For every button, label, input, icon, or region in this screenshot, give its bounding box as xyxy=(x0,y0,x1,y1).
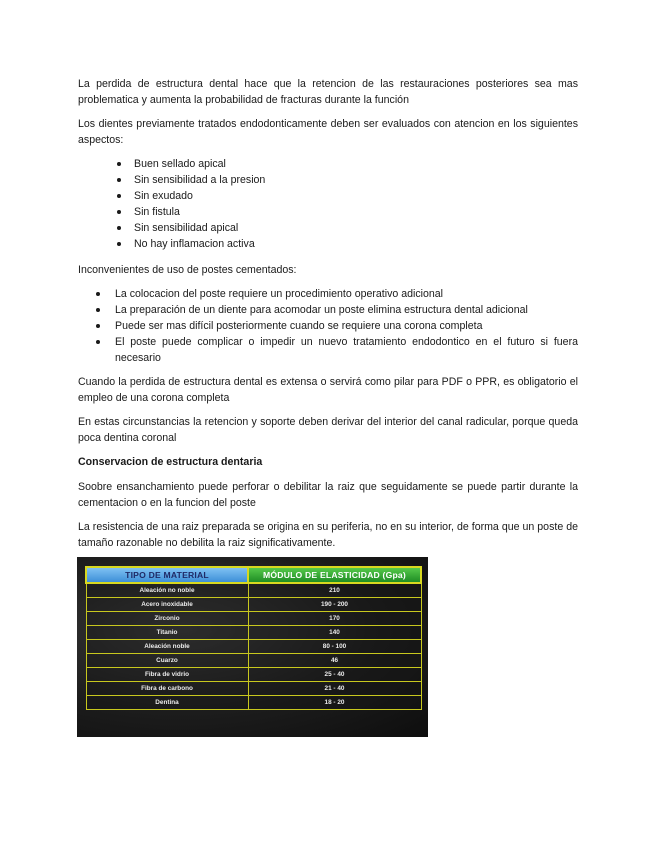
table-row xyxy=(86,626,421,640)
material-cell: Cuarzo xyxy=(86,654,248,668)
bullet-icon xyxy=(96,292,100,296)
material-cell: Zirconio xyxy=(86,612,248,626)
modulus-cell: 21 - 40 xyxy=(248,682,421,696)
modulus-cell: 170 xyxy=(248,612,421,626)
bullet-icon xyxy=(117,162,121,166)
paragraph-full-crown: Cuando la perdida de estructura dental es extensa o servirá como pilar para PDF o PPR, es obligatorio el empleo de una corona completa xyxy=(78,376,578,404)
table-row xyxy=(86,640,421,654)
modulus-cell: 80 - 100 xyxy=(248,640,421,654)
elasticity-table-image xyxy=(77,557,428,737)
paragraph-evaluation-intro: Los dientes previamente tratados endodonticamente deben ser evaluados con atencion en los siguientes aspectos: xyxy=(78,118,578,146)
list-item: Puede ser mas difícil posteriormente cuando se requiere una corona completa xyxy=(96,318,578,334)
list-item: No hay inflamacion activa xyxy=(117,236,417,252)
modulus-cell: 46 xyxy=(248,654,421,668)
table-row xyxy=(86,682,421,696)
modulus-cell: 140 xyxy=(248,626,421,640)
material-cell: Dentina xyxy=(86,696,248,710)
material-cell: Aleación no noble xyxy=(86,583,248,598)
material-cell: Aleación noble xyxy=(86,640,248,654)
bullet-icon xyxy=(96,340,100,344)
material-cell: Acero inoxidable xyxy=(86,598,248,612)
section-heading: Conservacion de estructura dentaria xyxy=(78,456,263,468)
list-item: La colocacion del poste requiere un procedimiento operativo adicional xyxy=(96,286,578,302)
bullet-icon xyxy=(117,210,121,214)
material-cell: Fibra de carbono xyxy=(86,682,248,696)
paragraph-retention: En estas circunstancias la retencion y soporte deben derivar del interior del canal radicular, porque queda poca dentina coronal xyxy=(78,416,578,444)
bullet-icon xyxy=(117,194,121,198)
column-header-material: TIPO DE MATERIAL xyxy=(86,567,248,583)
list-item: Sin sensibilidad a la presion xyxy=(117,172,417,188)
paragraph-enlargement: Soobre ensanchamiento puede perforar o debilitar la raiz que seguidamente se puede partir durante la cementacion o en la funcion del poste xyxy=(78,481,578,509)
table-row xyxy=(86,598,421,612)
bullet-icon xyxy=(96,308,100,312)
modulus-cell: 25 - 40 xyxy=(248,668,421,682)
bullet-icon xyxy=(117,178,121,182)
bullet-icon xyxy=(117,242,121,246)
table-row xyxy=(86,612,421,626)
table-row xyxy=(86,583,421,598)
elasticity-table xyxy=(85,566,422,710)
paragraph-inconvenients-title: Inconvenientes de uso de postes cementados: xyxy=(78,264,297,276)
list-item: Buen sellado apical xyxy=(117,156,417,172)
list-item: Sin sensibilidad apical xyxy=(117,220,417,236)
list-item: La preparación de un diente para acomodar un poste elimina estructura dental adicional xyxy=(96,302,578,318)
table-row xyxy=(86,654,421,668)
inconvenients-list xyxy=(96,286,578,366)
table-row xyxy=(86,696,421,710)
material-cell: Titanio xyxy=(86,626,248,640)
list-item: El poste puede complicar o impedir un nuevo tratamiento endodontico en el futuro si fuera necesario xyxy=(96,334,578,366)
modulus-cell: 210 xyxy=(248,583,421,598)
bullet-icon xyxy=(96,324,100,328)
list-item: Sin fistula xyxy=(117,204,417,220)
column-header-modulus: MÓDULO DE ELASTICIDAD (Gpa) xyxy=(248,567,421,583)
aspects-list xyxy=(117,156,417,252)
paragraph-root-resistance: La resistencia de una raiz preparada se origina en su periferia, no en su interior, de forma que un poste de tamaño razonable no debilita la raiz significativamente. xyxy=(78,521,578,549)
list-item: Sin exudado xyxy=(117,188,417,204)
modulus-cell: 18 - 20 xyxy=(248,696,421,710)
table-row xyxy=(86,668,421,682)
material-cell: Fibra de vidrio xyxy=(86,668,248,682)
table-header-row xyxy=(86,567,421,583)
bullet-icon xyxy=(117,226,121,230)
modulus-cell: 190 - 200 xyxy=(248,598,421,612)
paragraph-structure-loss: La perdida de estructura dental hace que la retencion de las restauraciones posteriores sea mas problematica y aumenta la probabilidad de fracturas durante la función xyxy=(78,78,578,106)
